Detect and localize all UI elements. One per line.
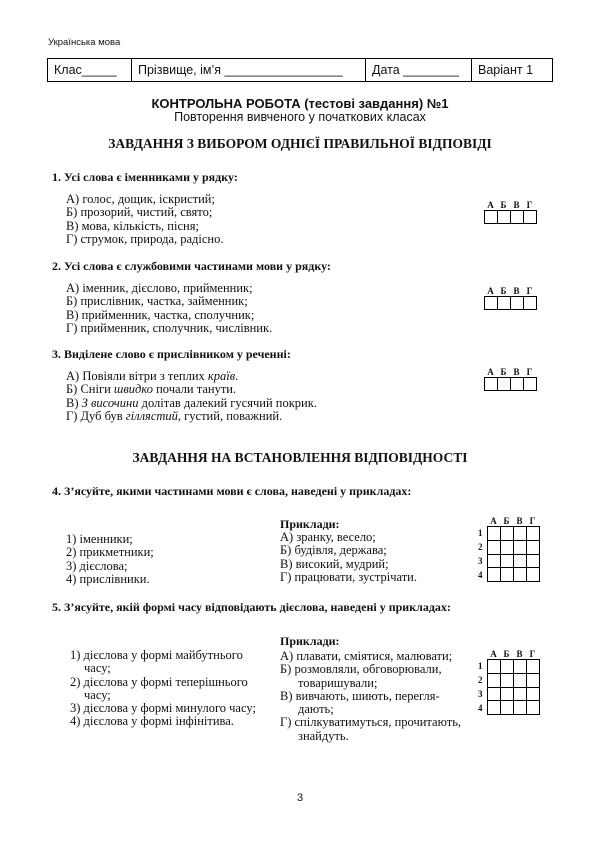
answer-cell[interactable] (511, 378, 524, 391)
option: Б) прислівник, частка, займенник; (66, 294, 248, 309)
page-subtitle: Повторення вивченого у початкових класах (174, 110, 426, 124)
question-4: 4. З’ясуйте, якими частинами мови є слова, наведені у прикладах: (52, 484, 412, 498)
option: А) іменник, дієслово, прийменник; (66, 281, 253, 295)
answer-grid-q4: А Б В Г 1 2 3 4 (478, 516, 540, 582)
answer-cell[interactable] (498, 297, 511, 310)
section-heading-matching: ЗАВДАННЯ НА ВСТАНОВЛЕННЯ ВІДПОВІДНОСТІ (132, 450, 468, 465)
question-4-left: 1) іменники; 2) прикметники; 3) дієслова; 4) прислівники. (66, 532, 154, 586)
section-heading-single-choice: ЗАВДАННЯ З ВИБОРОМ ОДНІЄЇ ПРАВИЛЬНОЇ ВІДПОВІДІ (108, 136, 492, 151)
answer-box-q3 (484, 367, 537, 391)
letter-v: В (513, 367, 520, 377)
question-4-right: А) зранку, весело; Б) будівля, держава; В) високий, мудрий; Г) працювати, зустрічати. (280, 530, 417, 584)
option: Г) прийменник, сполучник, числівник. (66, 320, 273, 335)
option: Г) струмок, природа, радісно. (66, 231, 224, 246)
question-5: 5. З’ясуйте, якій формі часу відповідають дієслова, наведені у прикладах: (52, 600, 451, 614)
answer-cell[interactable] (524, 297, 537, 310)
letter-v: В (513, 200, 520, 210)
question-5-left: 1) дієслова у формі майбутнього часу; 2) дієслова у формі теперішнього часу; 3) дієслова у формі минулого часу; 4) дієслова у формі інфінітива. (70, 648, 256, 729)
name-field[interactable]: Прізвище, ім’я _________________ (132, 59, 366, 81)
class-field[interactable]: Клас_____ (48, 59, 132, 81)
answer-cell[interactable] (524, 378, 537, 391)
answer-cell[interactable] (485, 297, 498, 310)
question-1: 1. Усі слова є іменниками у рядку: (52, 170, 238, 184)
letter-g: Г (526, 367, 533, 377)
letter-b: Б (500, 200, 507, 210)
option: Б) прозорий, чистий, свято; (66, 205, 213, 220)
letter-b: Б (500, 286, 507, 296)
option: В) мова, кількість, пісня; (66, 218, 199, 233)
question-3: 3. Виділене слово є прислівником у реченні: (52, 347, 291, 361)
highlighted-word: гіллястий (125, 408, 178, 423)
question-2-options (66, 282, 272, 335)
option: А) Повіяли вітри з теплих країв. (66, 369, 239, 383)
letter-g: Г (526, 200, 533, 210)
answer-box-q1 (484, 200, 537, 224)
letter-a: А (487, 200, 494, 210)
answer-box-q2 (484, 286, 537, 310)
letter-b: Б (500, 367, 507, 377)
option: В) прийменник, частка, сполучник; (66, 307, 255, 322)
highlighted-word: З височини (81, 395, 139, 410)
question-1-options (66, 193, 224, 246)
answer-grid-q5: А Б В Г 1 2 3 4 (478, 649, 540, 715)
question-2: 2. Усі слова є службовими частинами мови у рядку: (52, 259, 331, 273)
question-3-options (66, 370, 317, 423)
letter-a: А (487, 367, 494, 377)
examples-title-q5: Приклади: (280, 634, 340, 648)
option: А) голос, дощик, іскристий; (66, 192, 215, 206)
student-info-header (47, 58, 553, 82)
answer-cell[interactable] (524, 211, 537, 224)
letter-g: Г (526, 286, 533, 296)
answer-cell[interactable] (511, 297, 524, 310)
answer-cell[interactable] (511, 211, 524, 224)
highlighted-word: швидко (113, 382, 153, 397)
option: Б) Сніги швидко почали танути. (66, 382, 237, 397)
answer-cell[interactable] (485, 378, 498, 391)
answer-cell[interactable] (498, 211, 511, 224)
highlighted-word: країв (207, 369, 236, 383)
letter-a: А (487, 286, 494, 296)
letter-v: В (513, 286, 520, 296)
variant-field: Варіант 1 (478, 63, 534, 77)
answer-cell[interactable] (485, 211, 498, 224)
examples-title-q4: Приклади: (280, 517, 340, 531)
question-5-right: А) плавати, сміятися, малювати; Б) розмовляли, обговорювали, товаришували; В) вивчають, шиють, перегля- дають; Г) спілкуватимуться, прочитають, знайдуть. (280, 649, 462, 743)
option: В) З височини долітав далекий гусячий покрик. (66, 395, 317, 410)
date-field[interactable]: Дата ________ (366, 59, 472, 81)
answer-cell[interactable] (498, 378, 511, 391)
option: Г) Дуб був гіллястий, густий, поважний. (66, 408, 283, 423)
subject-label: Українська мова (48, 37, 121, 48)
page-title: КОНТРОЛЬНА РОБОТА (тестові завдання) №1 (151, 96, 449, 111)
page-number: 3 (296, 792, 304, 804)
